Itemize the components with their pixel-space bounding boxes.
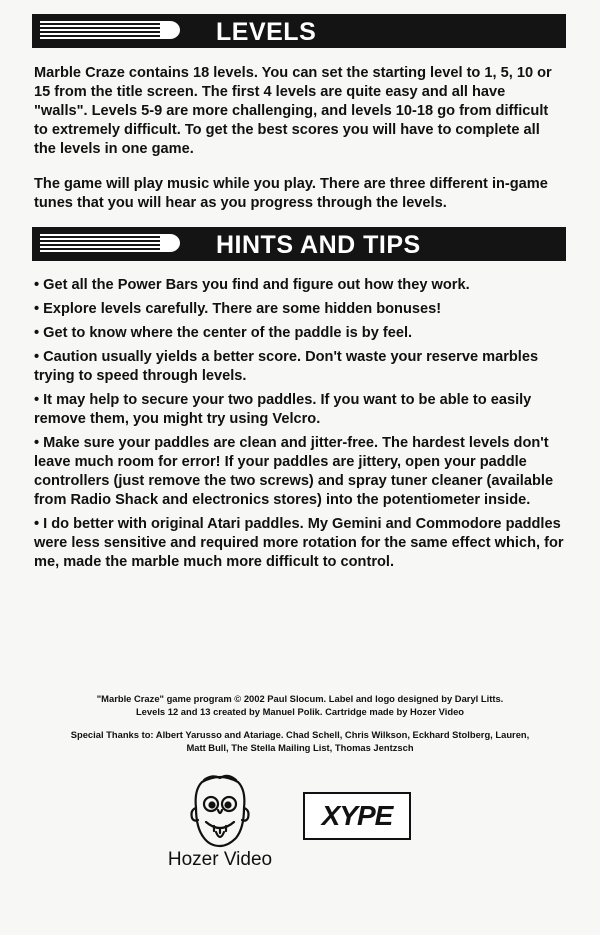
list-item: • Make sure your paddles are clean and jitter-free. The hardest levels don't leave much room for error! If your paddles are jittery, open your paddle controllers (just remove the two screws) and spray tuner cleaner (available from Radio Shack and electronics stores) into the potentiometer inside.	[34, 434, 566, 510]
levels-paragraph-1: Marble Craze contains 18 levels. You can set the starting level to 1, 5, 10 or 15 from the title screen. The first 4 levels are quite easy and all have "walls". Levels 5-9 are more challenging, and levels 10-18 go from difficult to extremely difficult. To get the best scores you will have to complete all the levels in one game.	[34, 65, 552, 157]
credits-line-1: "Marble Craze" game program © 2002 Paul Slocum. Label and logo designed by Daryl Litts.	[96, 693, 504, 704]
hints-heading: HINTS AND TIPS	[216, 231, 421, 259]
list-item: • Caution usually yields a better score. Don't waste your reserve marbles trying to speed through levels.	[34, 348, 566, 386]
thanks-line-2: Matt Bull, The Stella Mailing List, Thomas Jentzsch	[186, 742, 414, 753]
levels-banner	[32, 14, 566, 48]
list-item: • It may help to secure your two paddles. If you want to be able to easily remove them, you might try using Velcro.	[34, 391, 566, 429]
list-item: • Explore levels carefully. There are some hidden bonuses!	[34, 300, 566, 319]
hozer-video-label: Hozer Video	[167, 849, 273, 870]
speed-stripes-icon	[40, 21, 190, 41]
hints-banner	[32, 227, 566, 261]
levels-paragraph-2: The game will play music while you play. There are three different in-game tunes that you will hear as you progress through the levels.	[34, 176, 548, 211]
speed-stripes-icon	[40, 234, 190, 254]
list-item: • I do better with original Atari paddles. My Gemini and Commodore paddles were less sensitive and required more rotation for the same effect which, for me, made the marble much more difficult to control.	[34, 515, 566, 572]
credits-line-2: Levels 12 and 13 created by Manuel Polik. Cartridge made by Hozer Video	[135, 706, 465, 717]
thanks-line-1: Special Thanks to: Albert Yarusso and Atariage. Chad Schell, Chris Wilkson, Eckhard Stolberg, Lauren,	[70, 729, 530, 740]
list-item: • Get to know where the center of the paddle is by feel.	[34, 324, 566, 343]
xype-logo	[303, 792, 411, 840]
xype-logo-text: XYPE	[321, 800, 393, 831]
hints-list	[34, 276, 566, 577]
list-item: • Get all the Power Bars you find and figure out how they work.	[34, 276, 566, 295]
levels-heading: LEVELS	[216, 18, 317, 46]
